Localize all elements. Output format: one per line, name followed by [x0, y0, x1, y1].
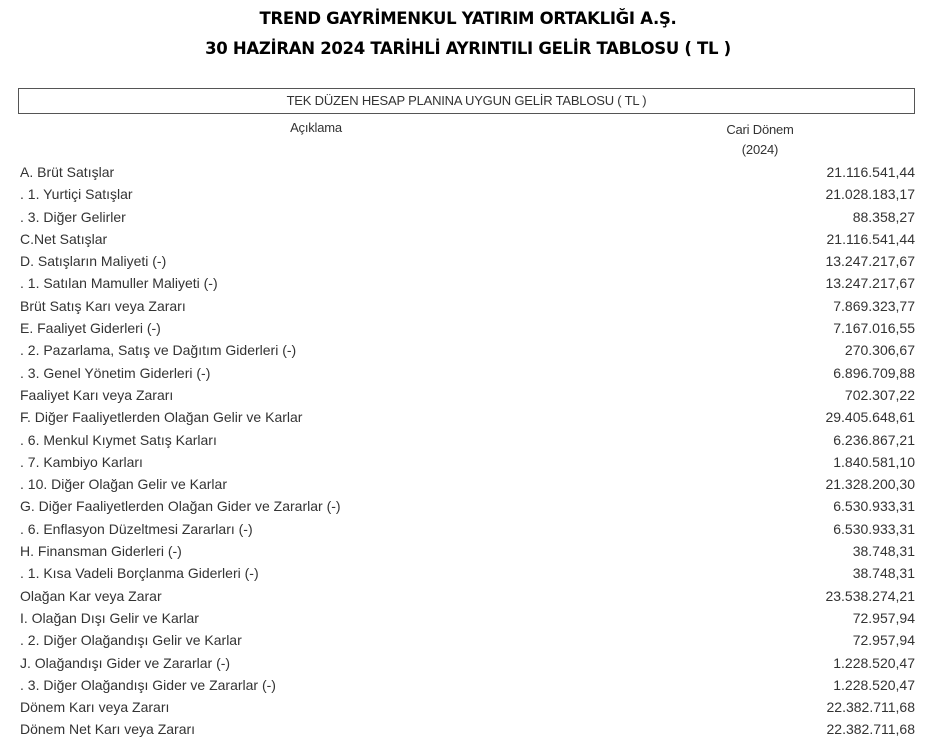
row-value: 21.328.200,30 [825, 476, 915, 493]
row-label: G. Diğer Faaliyetlerden Olağan Gider ve Zararlar (-) [20, 498, 341, 515]
row-label: D. Satışların Maliyeti (-) [20, 253, 167, 270]
row-label: . 3. Genel Yönetim Giderleri (-) [20, 364, 211, 381]
table-row [0, 384, 936, 406]
document-title-report: 30 HAZİRAN 2024 TARİHLİ AYRINTILI GELİR TABLOSU ( TL ) [205, 39, 731, 58]
table-row [0, 518, 936, 540]
row-label: . 7. Kambiyo Karları [20, 453, 143, 470]
row-label: C.Net Satışlar [20, 230, 108, 247]
row-value: 38.748,31 [852, 543, 915, 560]
row-value: 1.228.520,47 [833, 654, 915, 671]
row-label: Brüt Satış Karı veya Zararı [20, 297, 186, 314]
row-label: Dönem Net Karı veya Zararı [20, 721, 196, 738]
table-row [0, 540, 936, 562]
row-label: J. Olağandışı Gider ve Zararlar (-) [20, 654, 231, 671]
document-title-company: TREND GAYRİMENKUL YATIRIM ORTAKLIĞI A.Ş. [259, 9, 677, 28]
table-caption: TEK DÜZEN HESAP PLANINA UYGUN GELİR TABLOSU ( TL ) [18, 88, 915, 114]
row-value: 6.896.709,88 [833, 364, 915, 381]
row-label: . 1. Yurtiçi Satışlar [20, 186, 133, 203]
table-row [0, 696, 936, 718]
row-value: 13.247.217,67 [825, 275, 915, 292]
row-label: . 1. Kısa Vadeli Borçlanma Giderleri (-) [20, 565, 259, 582]
table-row [0, 562, 936, 584]
row-label: A. Brüt Satışlar [20, 164, 115, 180]
row-value: 72.957,94 [852, 609, 915, 626]
row-value: 22.382.711,68 [826, 699, 915, 716]
table-row [0, 206, 936, 228]
row-value: 6.530.933,31 [833, 498, 915, 515]
row-value: 21.028.183,17 [825, 186, 915, 203]
table-row [0, 295, 936, 317]
table-row [0, 272, 936, 294]
income-statement-rows [0, 161, 936, 741]
table-row [0, 362, 936, 384]
row-value: 29.405.648,61 [825, 409, 915, 426]
row-value: 21.116.541,44 [826, 230, 915, 247]
table-row [0, 652, 936, 674]
table-row [0, 339, 936, 361]
row-label: E. Faaliyet Giderleri (-) [20, 320, 161, 337]
row-value: 72.957,94 [852, 632, 915, 649]
row-value: 23.538.274,21 [825, 587, 915, 604]
column-header-current-period [700, 120, 820, 160]
column-header-description: Açıklama [290, 120, 342, 135]
table-row [0, 406, 936, 428]
table-row [0, 250, 936, 272]
table-row [0, 161, 936, 183]
row-value: 88.358,27 [852, 208, 915, 225]
row-label: . 10. Diğer Olağan Gelir ve Karlar [20, 476, 227, 493]
table-row [0, 183, 936, 205]
row-value: 270.306,67 [844, 342, 915, 359]
row-value: 1.840.581,10 [833, 453, 915, 470]
table-row [0, 473, 936, 495]
row-label: F. Diğer Faaliyetlerden Olağan Gelir ve Karlar [20, 409, 303, 426]
row-label: . 2. Diğer Olağandışı Gelir ve Karlar [20, 632, 242, 649]
table-row [0, 585, 936, 607]
row-value: 6.236.867,21 [833, 431, 915, 448]
row-label: H. Finansman Giderleri (-) [20, 543, 182, 560]
row-value: 21.116.541,44 [826, 164, 915, 180]
row-label: . 3. Diğer Gelirler [20, 208, 126, 225]
table-row [0, 451, 936, 473]
row-value: 7.869.323,77 [833, 297, 915, 314]
table-row [0, 718, 936, 740]
row-label: I. Olağan Dışı Gelir ve Karlar [20, 609, 199, 626]
row-label: . 3. Diğer Olağandışı Gider ve Zararlar (-) [20, 676, 276, 693]
table-row [0, 228, 936, 250]
table-row [0, 317, 936, 339]
row-value: 38.748,31 [852, 565, 915, 582]
row-label: Olağan Kar veya Zarar [20, 587, 162, 604]
column-header-period-year: (2024) [741, 142, 779, 157]
row-label: . 6. Enflasyon Düzeltmesi Zararları (-) [20, 520, 253, 537]
row-value: 1.228.520,47 [833, 676, 915, 693]
table-row [0, 495, 936, 517]
table-row [0, 674, 936, 696]
row-value: 702.307,22 [844, 386, 915, 403]
row-label: . 2. Pazarlama, Satış ve Dağıtım Giderleri (-) [20, 342, 297, 359]
row-label: Faaliyet Karı veya Zararı [20, 386, 174, 403]
row-value: 7.167.016,55 [833, 320, 915, 337]
column-header-period-label: Cari Dönem [726, 122, 794, 137]
table-row [0, 629, 936, 651]
row-value: 13.247.217,67 [825, 253, 915, 270]
table-row [0, 607, 936, 629]
row-label: . 6. Menkul Kıymet Satış Karları [20, 431, 217, 448]
row-label: Dönem Karı veya Zararı [20, 699, 170, 716]
row-value: 22.382.711,68 [826, 721, 915, 738]
table-row [0, 429, 936, 451]
row-label: . 1. Satılan Mamuller Maliyeti (-) [20, 275, 218, 292]
row-value: 6.530.933,31 [833, 520, 915, 537]
